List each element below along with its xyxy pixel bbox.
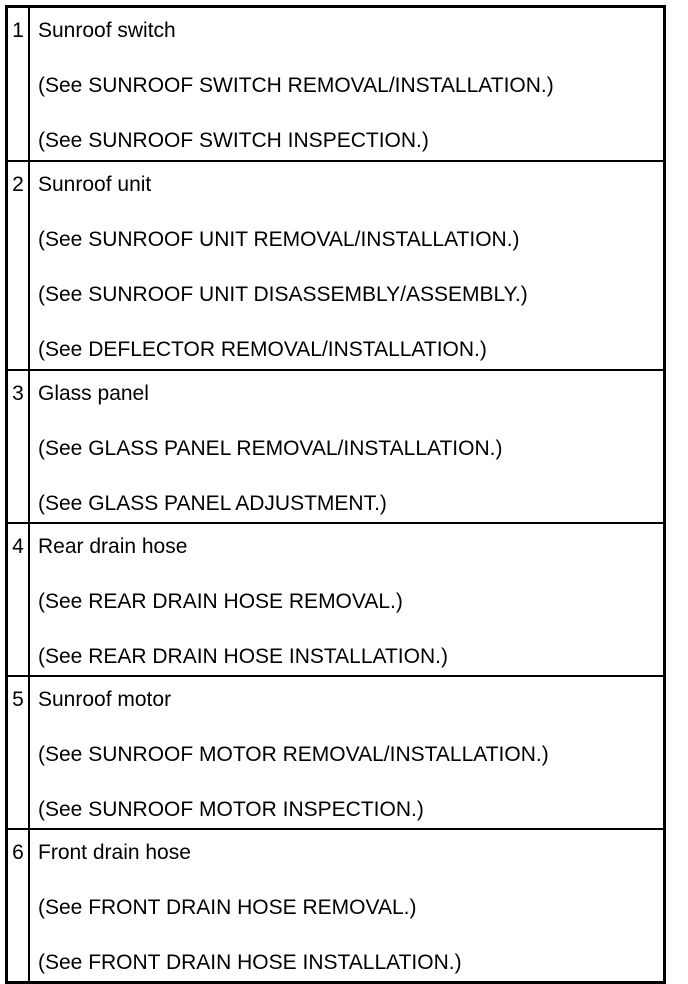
item-content (30, 677, 663, 828)
item-title: Rear drain hose (38, 535, 188, 558)
item-number: 4 (8, 524, 30, 675)
reference-link[interactable]: (See FRONT DRAIN HOSE REMOVAL.) (38, 896, 417, 919)
table-row (8, 160, 663, 369)
item-number: 2 (8, 162, 30, 369)
reference-link[interactable]: (See SUNROOF MOTOR REMOVAL/INSTALLATION.) (38, 743, 549, 766)
reference-link[interactable]: (See SUNROOF MOTOR INSPECTION.) (38, 798, 424, 821)
reference-link[interactable]: (See REAR DRAIN HOSE INSTALLATION.) (38, 645, 448, 668)
reference-link[interactable]: (See FRONT DRAIN HOSE INSTALLATION.) (38, 951, 462, 974)
table-row (8, 522, 663, 675)
item-title: Sunroof switch (38, 19, 176, 42)
component-table (5, 5, 666, 984)
reference-link[interactable]: (See REAR DRAIN HOSE REMOVAL.) (38, 590, 403, 613)
item-content (30, 830, 663, 981)
item-number: 6 (8, 830, 30, 981)
item-content (30, 371, 663, 522)
reference-link[interactable]: (See SUNROOF SWITCH REMOVAL/INSTALLATION.) (38, 74, 554, 97)
table-row (8, 675, 663, 828)
reference-link[interactable]: (See SUNROOF UNIT DISASSEMBLY/ASSEMBLY.) (38, 283, 528, 306)
item-number: 5 (8, 677, 30, 828)
item-content (30, 524, 663, 675)
table-row (8, 369, 663, 522)
table-row (8, 8, 663, 160)
reference-link[interactable]: (See GLASS PANEL ADJUSTMENT.) (38, 492, 387, 515)
item-content (30, 162, 663, 369)
reference-link[interactable]: (See GLASS PANEL REMOVAL/INSTALLATION.) (38, 437, 503, 460)
item-title: Front drain hose (38, 841, 191, 864)
item-content (30, 8, 663, 160)
item-title: Sunroof motor (38, 688, 172, 711)
item-title: Glass panel (38, 382, 149, 405)
item-number: 3 (8, 371, 30, 522)
item-number: 1 (8, 8, 30, 160)
reference-link[interactable]: (See DEFLECTOR REMOVAL/INSTALLATION.) (38, 338, 487, 361)
reference-link[interactable]: (See SUNROOF SWITCH INSPECTION.) (38, 129, 429, 152)
table-row (8, 828, 663, 981)
reference-link[interactable]: (See SUNROOF UNIT REMOVAL/INSTALLATION.) (38, 228, 520, 251)
item-title: Sunroof unit (38, 173, 152, 196)
